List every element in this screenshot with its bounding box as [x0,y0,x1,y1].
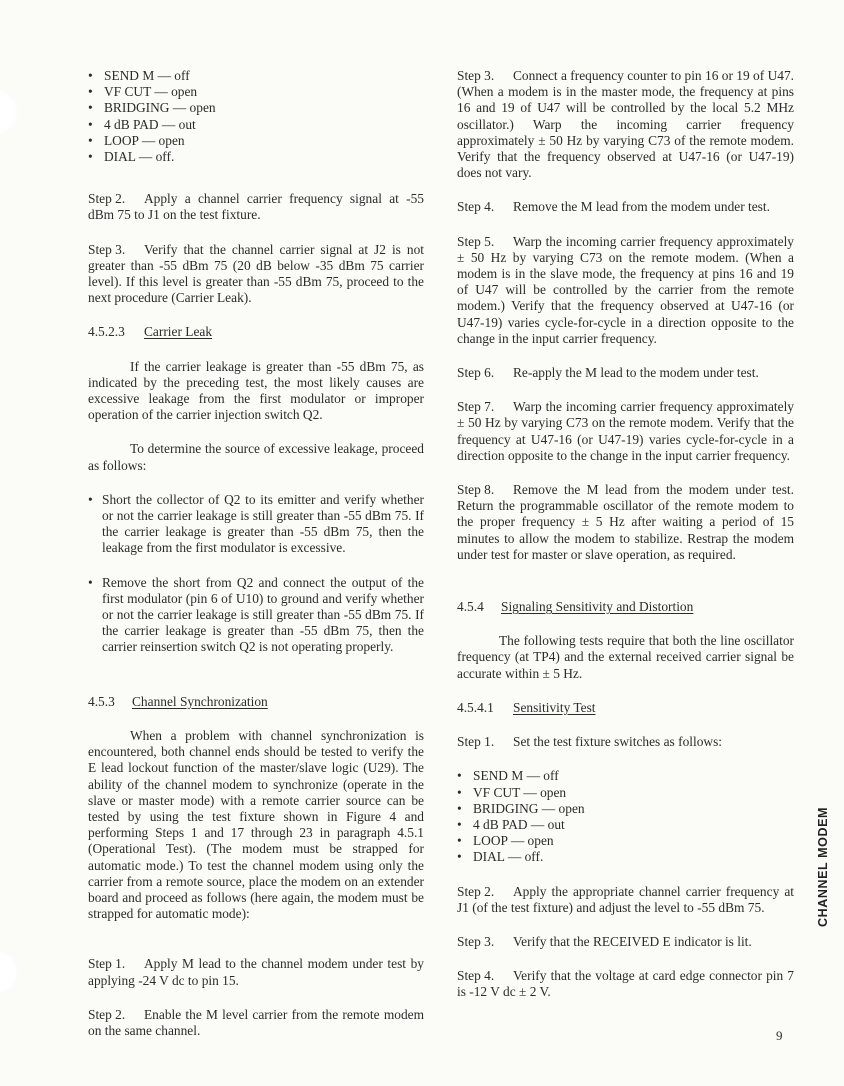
list-item: • SEND M — off [88,68,424,84]
list-item: • VF CUT — open [457,785,794,801]
switch-list [88,68,424,165]
step-paragraph: Step 5. Warp the incoming carrier frequency approximately ± 50 Hz by varying C73 on the remote modem. (When a modem is in the slave mode, the frequency at pins 16 and 19 of U47 will be controlled by the carrier from the remote modem.) Verify that the frequency observed at U47-16 (or U47-19) varies cycle-for-cycle in a direction opposite to the change in the input carrier frequency. [457,233,794,346]
list-item: • DIAL — off. [457,849,794,865]
step-paragraph: Step 6. Re-apply the M lead to the modem under test. [457,365,759,381]
section-heading-channel-sync: 4.5.3 Channel Synchronization [88,693,268,709]
step-paragraph: Step 3. Verify that the channel carrier signal at J2 is not greater than -55 dBm 75 (20 dB below -35 dBm 75 carrier level). If this level is greater than -55 dBm 75, proceed to the next procedure (Carrier Leak). [88,241,424,306]
list-item: • Short the collector of Q2 to its emitter and verify whether or not the carrier leakage is still greater than -55 dBm 75. If the carrier leakage is greater than -55 dBm 75, then the leakage from the first modulator is excessive. [88,492,424,557]
side-tab-label: CHANNEL MODEM [815,806,830,928]
list-item: • Remove the short from Q2 and connect the output of the first modulator (pin 6 of U10) to ground and verify whether or not the carrier leakage is still greater than -55 dBm 75. If the carrier leakage is greater than -55 dBm 75, then the carrier reinsertion switch Q2 is not operating properly. [88,575,424,656]
step-paragraph: Step 7. Warp the incoming carrier frequency approximately ± 50 Hz by varying C73 on the remote modem. Verify that the frequency at U47-16 (or U47-19) varies cycle-for-cycle in a direction opposite to the change in the input carrier frequency. [457,399,794,463]
step-paragraph: Step 4. Verify that the voltage at card edge connector pin 7 is -12 V dc ± 2 V. [457,968,794,1000]
list-item: • 4 dB PAD — out [457,817,794,833]
step-paragraph: Step 4. Remove the M lead from the modem under test. [457,199,770,215]
right-column [457,68,794,1001]
step-paragraph: Step 2. Apply the appropriate channel carrier frequency at J1 (of the test fixture) and adjust the level to -55 dBm 75. [457,883,794,915]
list-item: • LOOP — open [457,833,794,849]
body-paragraph: The following tests require that both the line oscillator frequency (at TP4) and the external received carrier signal be accurate within ± 5 Hz. [457,633,794,681]
body-paragraph: If the carrier leakage is greater than -55 dBm 75, as indicated by the preceding test, the most likely causes are excessive leakage from the first modulator or improper operation of the carrier injection switch Q2. [88,358,424,423]
left-column [88,68,424,1039]
body-paragraph: To determine the source of excessive leakage, proceed as follows: [88,441,424,473]
list-item: • DIAL — off. [88,149,424,165]
step-paragraph: Step 8. Remove the M lead from the modem under test. Return the programmable oscillator of the remote modem to the proper frequency ± 5 Hz after waiting a period of 15 minutes to allow the modem to stabilize. Restrap the modem under test for master or slave operation, as required. [457,482,794,562]
step-paragraph: Step 3. Connect a frequency counter to pin 16 or 19 of U47. (When a modem is in the master mode, the frequency at pins 16 and 19 of U47 will be controlled by the local 5.2 MHz oscillator.) Warp the incoming carrier frequency approximately ± 50 Hz by varying C73 of the remote modem. Verify that the frequency observed at U47-16 (or U47-19) does not vary. [457,68,794,181]
list-item: • SEND M — off [457,768,794,784]
binder-hole-top [0,88,20,136]
bullet-list [88,492,424,656]
page-number: 9 [776,1028,783,1043]
step-paragraph: Step 1. Set the test fixture switches as follows: [457,734,723,750]
list-item: • VF CUT — open [88,84,424,100]
list-item: • LOOP — open [88,133,424,149]
body-paragraph: When a problem with channel synchronization is encountered, both channel ends should be tested to verify the E lead lockout function of the master/slave logic (U29). The ability of the channel modem to synchronize (operate in the slave or master mode) with a remote carrier source can be tested by using the test fixture shown in Figure 4 and performing Steps 1 and 17 through 23 in paragraph 4.5.1 (Operational Test). (The modem must be strapped for automatic mode.) To test the channel modem using only the carrier from a remote source, place the modem on an extender board and proceed as follows (here again, the modem must be strapped for automatic mode): [88,727,424,922]
switch-list [457,768,794,865]
step-paragraph: Step 2. Enable the M level carrier from the remote modem on the same channel. [88,1006,424,1038]
section-heading-carrier-leak: 4.5.2.3 Carrier Leak [88,324,213,340]
list-item: • 4 dB PAD — out [88,117,424,133]
step-paragraph: Step 3. Verify that the RECEIVED E indicator is lit. [457,933,752,949]
section-heading-signaling: 4.5.4 Signaling Sensitivity and Distortion [457,599,694,615]
step-paragraph: Step 2. Apply a channel carrier frequency signal at -55 dBm 75 to J1 on the test fixture. [88,191,424,223]
list-item: • BRIDGING — open [457,801,794,817]
section-heading-sensitivity: 4.5.4.1 Sensitivity Test [457,699,596,715]
list-item: • BRIDGING — open [88,100,424,116]
binder-hole-bottom [0,948,20,996]
step-paragraph: Step 1. Apply M lead to the channel modem under test by applying -24 V dc to pin 15. [88,956,424,988]
